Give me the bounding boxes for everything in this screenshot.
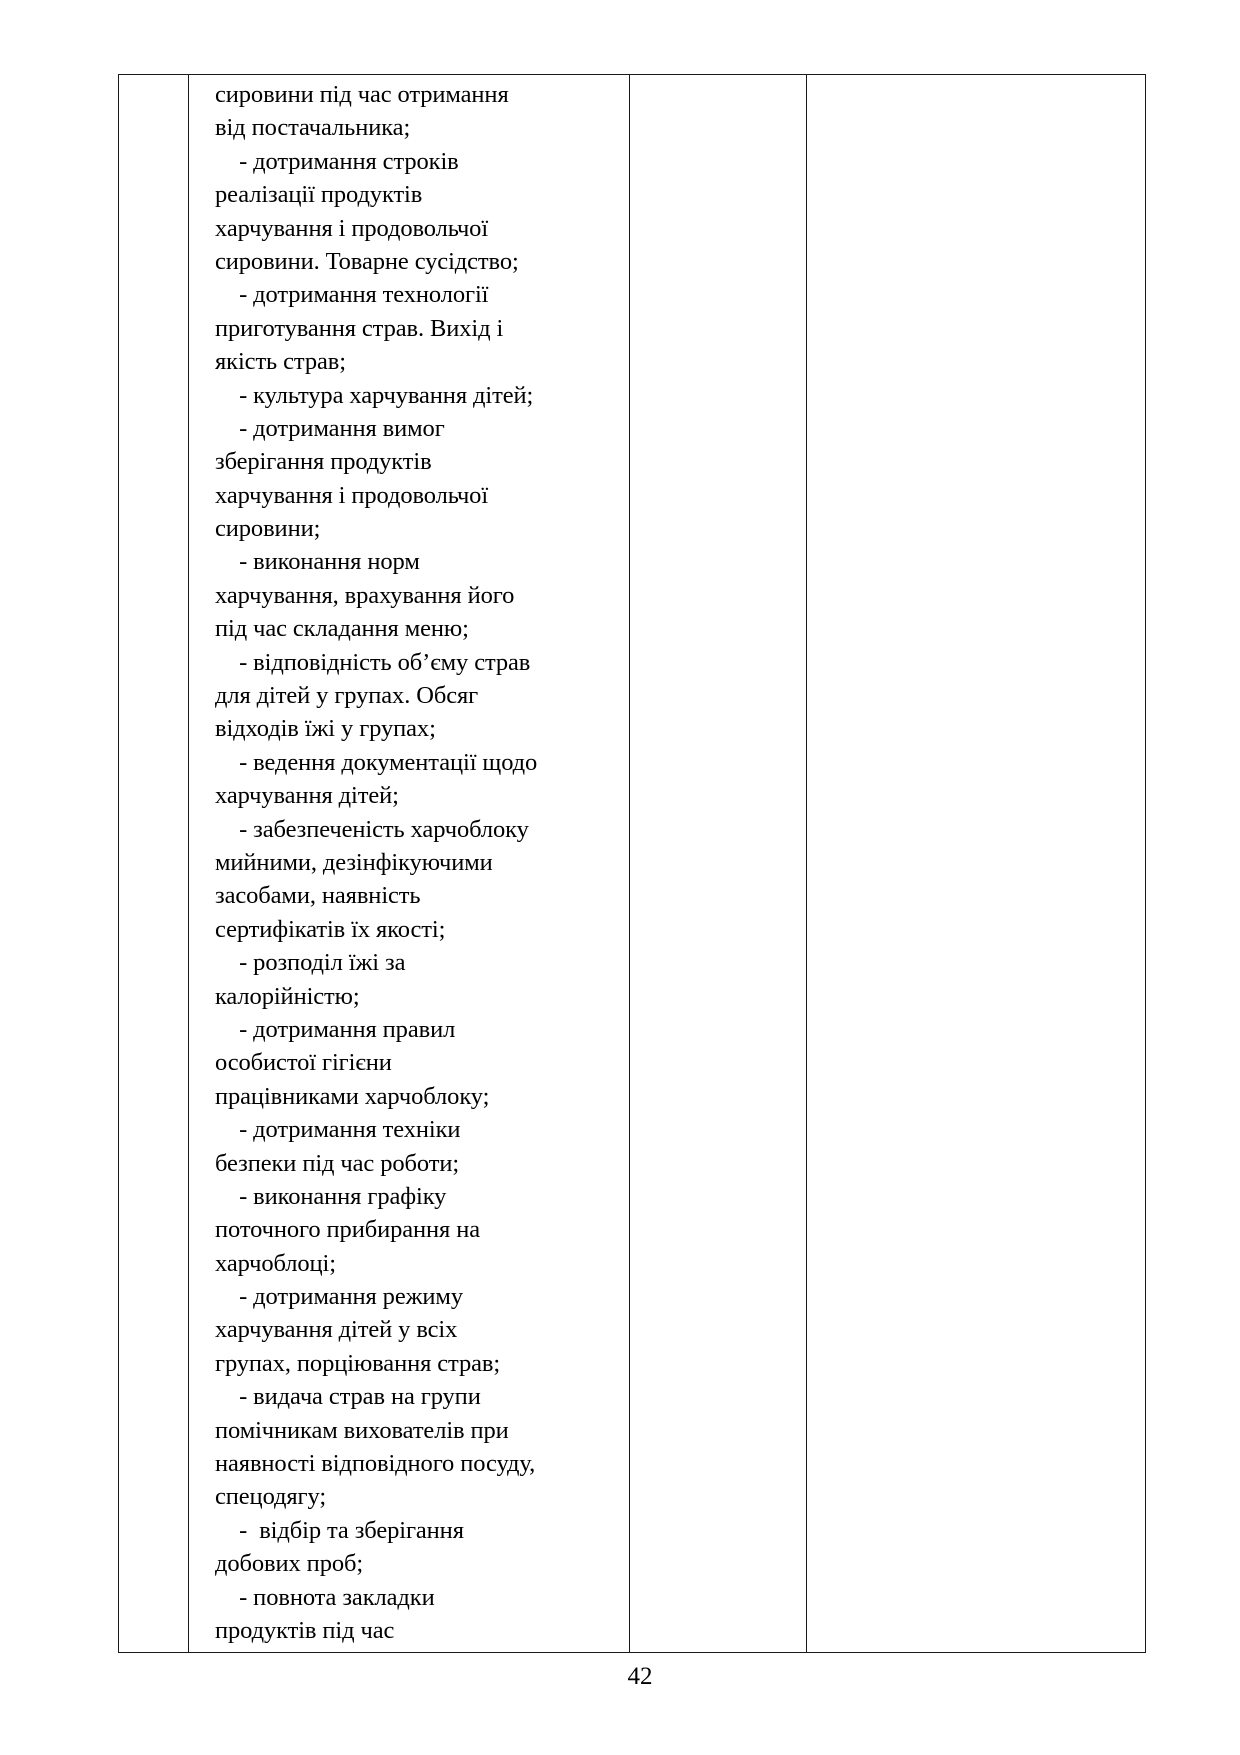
content-line: працівниками харчоблоку; <box>215 1082 490 1110</box>
content-line: харчування дітей; <box>215 782 399 810</box>
content-line: - ведення документації щодо <box>215 748 538 776</box>
content-line: засобами, наявність <box>215 882 421 910</box>
content-cell <box>189 75 630 1653</box>
content-line: - виконання норм <box>215 548 420 576</box>
content-line: харчоблоці; <box>215 1249 336 1277</box>
page-number: 42 <box>627 1663 653 1690</box>
content-line: наявності відповідного посуду, <box>215 1450 536 1478</box>
content-line: - розподіл їжі за <box>215 949 406 977</box>
content-line: сировини; <box>215 515 321 543</box>
content-line: сировини під час отримання <box>215 81 509 108</box>
content-line: - відповідність об’єму страв <box>215 648 531 676</box>
content-line: харчування дітей у всіх <box>215 1316 458 1344</box>
content-line: особистої гігієни <box>215 1049 392 1077</box>
content-line: сировини. Товарне сусідство; <box>215 247 519 275</box>
content-line: - дотримання техніки <box>215 1116 461 1144</box>
content-line: - культура харчування дітей; <box>215 381 534 409</box>
content-line: - виконання графіку <box>215 1182 447 1210</box>
content-line: безпеки під час роботи; <box>215 1149 460 1177</box>
content-line: - забезпеченість харчоблоку <box>215 815 529 843</box>
content-line: харчування, врахування його <box>215 581 515 609</box>
content-line: відходів їжі у групах; <box>215 715 436 743</box>
content-line: групах, порціювання страв; <box>215 1349 501 1377</box>
content-line: спецодягу; <box>215 1483 327 1511</box>
content-line: харчування і продовольчої <box>215 481 489 509</box>
content-line: - дотримання режиму <box>215 1283 463 1311</box>
table-row <box>119 75 1146 1653</box>
content-text <box>189 75 629 1647</box>
content-line: - повнота закладки <box>215 1583 435 1611</box>
plan-table <box>118 74 1146 1653</box>
number-cell <box>119 75 189 1653</box>
content-line: під час складання меню; <box>215 615 469 643</box>
content-line: продуктів під час <box>215 1616 395 1644</box>
content-line: - дотримання строків <box>215 147 459 175</box>
content-line: зберігання продуктів <box>215 448 432 476</box>
responsible-cell <box>807 75 1146 1653</box>
content-line: від постачальника; <box>215 114 411 142</box>
content-line: поточного прибирання на <box>215 1216 481 1244</box>
content-line: добових проб; <box>215 1550 364 1578</box>
content-line: харчування і продовольчої <box>215 214 489 242</box>
content-line: - відбір та зберігання <box>215 1516 464 1544</box>
content-line: - видача страв на групи <box>215 1383 481 1411</box>
content-line: калорійністю; <box>215 982 360 1010</box>
content-line: якість страв; <box>215 348 346 376</box>
content-line: - дотримання вимог <box>215 414 445 442</box>
content-line: приготування страв. Вихід і <box>215 314 504 342</box>
content-line: помічникам вихователів при <box>215 1416 509 1444</box>
content-line: сертифікатів їх якості; <box>215 915 446 943</box>
content-line: реалізації продуктів <box>215 181 423 209</box>
content-line: - дотримання правил <box>215 1015 456 1043</box>
content-line: для дітей у групах. Обсяг <box>215 682 479 710</box>
content-line: - дотримання технології <box>215 281 489 309</box>
content-line: мийними, дезінфікуючими <box>215 848 493 876</box>
term-cell <box>630 75 807 1653</box>
